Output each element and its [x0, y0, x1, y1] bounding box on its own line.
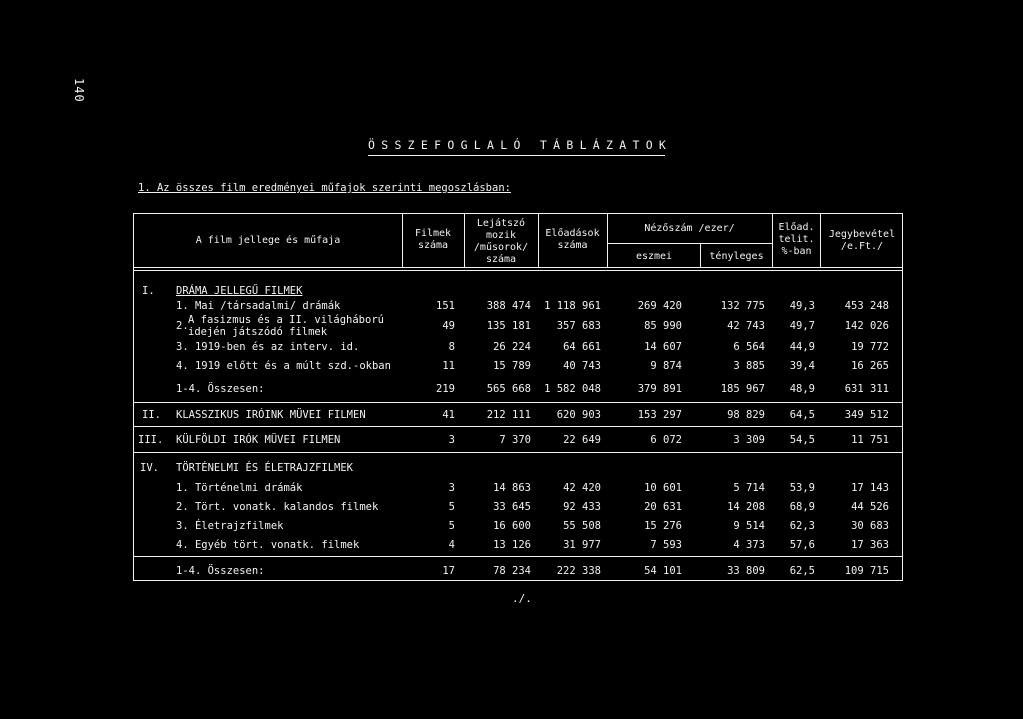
cell-films: 219 — [436, 383, 455, 395]
cell-shows: 92 433 — [563, 501, 601, 513]
cell-cinemas: 26 224 — [493, 341, 531, 353]
cell-viewers-ideal: 14 607 — [644, 341, 682, 353]
cell-fill-rate: 44,9 — [789, 341, 815, 353]
cell-viewers-actual: 14 208 — [727, 501, 765, 513]
cell-fill-rate: 53,9 — [789, 482, 815, 494]
cell-films: 5 — [448, 501, 455, 513]
cell-viewers-actual: 9 514 — [733, 520, 765, 532]
row-label: 4. 1919 előtt és a múlt szd.-okban — [176, 360, 391, 372]
cell-shows: 55 508 — [563, 520, 601, 532]
cell-films: 151 — [436, 300, 455, 312]
cell-viewers-ideal: 153 297 — [637, 409, 682, 421]
cell-viewers-ideal: 6 072 — [650, 434, 682, 446]
row-label: 1-4. Összesen: — [176, 383, 265, 395]
cell-viewers-actual: 3 885 — [733, 360, 765, 372]
cell-films: 41 — [442, 409, 455, 421]
cell-films: 49 — [442, 320, 455, 332]
cell-shows: 31 977 — [563, 539, 601, 551]
cell-cinemas: 15 789 — [493, 360, 531, 372]
cell-films: 5 — [448, 520, 455, 532]
cell-fill-rate: 57,6 — [789, 539, 815, 551]
cell-cinemas: 212 111 — [486, 409, 531, 421]
header-viewers-actual: tényleges — [709, 251, 764, 262]
cell-shows: 64 661 — [563, 341, 601, 353]
cell-shows: 222 338 — [556, 565, 601, 577]
cell-films: 17 — [442, 565, 455, 577]
section-separator — [133, 556, 903, 557]
row-label: 3. Életrajzfilmek — [176, 520, 284, 532]
row-label: KLASSZIKUS IRÓINK MÜVEI FILMEN — [176, 409, 366, 421]
section-separator — [133, 426, 903, 427]
cell-revenue: 631 311 — [844, 383, 889, 395]
cell-viewers-actual: 6 564 — [733, 341, 765, 353]
cell-revenue: 11 751 — [851, 434, 889, 446]
cell-revenue: 16 265 — [851, 360, 889, 372]
cell-revenue: 19 772 — [851, 341, 889, 353]
cell-viewers-ideal: 85 990 — [644, 320, 682, 332]
section-separator — [133, 402, 903, 403]
header-shows: Előadások száma — [545, 228, 600, 251]
cell-cinemas: 565 668 — [486, 383, 531, 395]
cell-revenue: 109 715 — [844, 565, 889, 577]
cell-films: 11 — [442, 360, 455, 372]
cell-shows: 22 649 — [563, 434, 601, 446]
cell-cinemas: 33 645 — [493, 501, 531, 513]
cell-fill-rate: 48,9 — [789, 383, 815, 395]
cell-revenue: 17 363 — [851, 539, 889, 551]
title-underline — [368, 155, 665, 156]
row-label: KÜLFÖLDI IRÓK MÜVEI FILMEN — [176, 434, 341, 446]
cell-revenue: 44 526 — [851, 501, 889, 513]
cell-viewers-ideal: 9 874 — [650, 360, 682, 372]
row-label: 1. Történelmi drámák — [176, 482, 303, 494]
header-genre: A film jellege és műfaja — [195, 235, 341, 246]
section-title: TÖRTÉNELMI ÉS ÉLETRAJZFILMEK — [176, 462, 354, 474]
header-cinemas: Lejátszó mozik /műsorok/ száma — [473, 218, 529, 265]
cell-revenue: 142 026 — [844, 320, 889, 332]
cell-viewers-actual: 5 714 — [733, 482, 765, 494]
cell-viewers-ideal: 15 276 — [644, 520, 682, 532]
header-fill-rate: Előad. telit. %-ban — [778, 222, 815, 257]
row-label: 1-4. Összesen: — [176, 565, 265, 577]
header-viewers: Nézőszám /ezer/ — [644, 223, 735, 234]
cell-cinemas: 78 234 — [493, 565, 531, 577]
cell-films: 8 — [448, 341, 455, 353]
cell-revenue: 30 683 — [851, 520, 889, 532]
cell-cinemas: 13 126 — [493, 539, 531, 551]
cell-cinemas: 14 863 — [493, 482, 531, 494]
continuation-mark: ./. — [512, 592, 532, 605]
header-bottom-rule — [133, 267, 903, 268]
section-number: III. — [138, 434, 164, 446]
cell-cinemas: 388 474 — [486, 300, 531, 312]
section-separator — [133, 452, 903, 453]
cell-fill-rate: 62,5 — [789, 565, 815, 577]
cell-cinemas: 135 181 — [486, 320, 531, 332]
section-number: I. — [142, 285, 155, 297]
row-label: A fasizmus és a II. világháború idején játszódó filmek — [188, 314, 384, 338]
row-label: 2. Tört. vonatk. kalandos filmek — [176, 501, 379, 513]
header-films: Filmek száma — [414, 228, 452, 251]
cell-fill-rate: 39,4 — [789, 360, 815, 372]
cell-viewers-actual: 3 309 — [733, 434, 765, 446]
section-title: DRÁMA JELLEGŰ FILMEK — [176, 285, 303, 297]
row-label: 4. Egyéb tört. vonatk. filmek — [176, 539, 360, 551]
header-revenue: Jegybevétel /e.Ft./ — [828, 229, 896, 252]
cell-fill-rate: 62,3 — [789, 520, 815, 532]
viewers-subheader-rule — [607, 243, 772, 244]
cell-shows: 40 743 — [563, 360, 601, 372]
cell-shows: 1 118 961 — [544, 300, 601, 312]
cell-shows: 620 903 — [556, 409, 601, 421]
cell-cinemas: 7 370 — [499, 434, 531, 446]
section-number: II. — [142, 409, 161, 421]
section-number: IV. — [140, 462, 159, 474]
cell-viewers-actual: 185 967 — [720, 383, 765, 395]
cell-shows: 1 582 048 — [544, 383, 601, 395]
cell-films: 3 — [448, 434, 455, 446]
cell-viewers-ideal: 20 631 — [644, 501, 682, 513]
row-label: 3. 1919-ben és az interv. id. — [176, 341, 360, 353]
cell-fill-rate: 64,5 — [789, 409, 815, 421]
cell-revenue: 17 143 — [851, 482, 889, 494]
cell-fill-rate: 54,5 — [789, 434, 815, 446]
cell-films: 4 — [448, 539, 455, 551]
cell-viewers-actual: 4 373 — [733, 539, 765, 551]
cell-shows: 42 420 — [563, 482, 601, 494]
cell-viewers-ideal: 379 891 — [637, 383, 682, 395]
cell-cinemas: 16 600 — [493, 520, 531, 532]
page-title: ÖSSZEFOGLALÓ TÁBLÁZATOK — [368, 138, 673, 152]
cell-fill-rate: 68,9 — [789, 501, 815, 513]
cell-viewers-ideal: 7 593 — [650, 539, 682, 551]
cell-viewers-actual: 98 829 — [727, 409, 765, 421]
cell-fill-rate: 49,7 — [789, 320, 815, 332]
page-number: 140 — [72, 78, 86, 103]
table-caption: 1. Az összes film eredményei műfajok szerinti megoszlásban: — [138, 182, 511, 194]
cell-fill-rate: 49,3 — [789, 300, 815, 312]
cell-viewers-actual: 33 809 — [727, 565, 765, 577]
cell-viewers-ideal: 10 601 — [644, 482, 682, 494]
cell-viewers-ideal: 54 101 — [644, 565, 682, 577]
cell-viewers-actual: 42 743 — [727, 320, 765, 332]
header-bottom-rule-double — [133, 270, 903, 271]
row-number: 2. — [176, 320, 189, 332]
cell-viewers-actual: 132 775 — [720, 300, 765, 312]
header-viewers-ideal: eszmei — [635, 251, 673, 262]
cell-shows: 357 683 — [556, 320, 601, 332]
cell-films: 3 — [448, 482, 455, 494]
cell-revenue: 349 512 — [844, 409, 889, 421]
cell-revenue: 453 248 — [844, 300, 889, 312]
row-label: 1. Mai /társadalmi/ drámák — [176, 300, 341, 312]
cell-viewers-ideal: 269 420 — [637, 300, 682, 312]
